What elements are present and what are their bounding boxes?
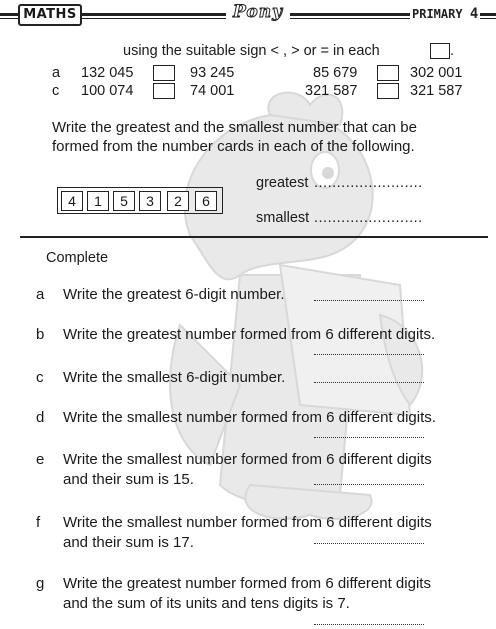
sign-answer-box[interactable] bbox=[153, 83, 175, 99]
row-label: c bbox=[52, 83, 60, 99]
number-card: 1 bbox=[87, 191, 109, 211]
item-question-line2: and their sum is 17. bbox=[63, 534, 194, 551]
compare-right-value: 302 001 bbox=[410, 65, 463, 81]
item-label: f bbox=[36, 514, 41, 531]
item-question: Write the smallest number formed from 6 different digits. bbox=[63, 409, 436, 426]
compare-instruction: using the suitable sign < , > or = in each bbox=[123, 43, 380, 59]
answer-line[interactable] bbox=[314, 353, 424, 355]
subject-tab: MATHS bbox=[18, 4, 82, 26]
sign-answer-box[interactable] bbox=[153, 65, 175, 81]
number-card: 5 bbox=[113, 191, 135, 211]
number-card: 2 bbox=[167, 191, 189, 211]
sign-answer-box[interactable] bbox=[377, 65, 399, 81]
compare-left-value: 85 679 bbox=[313, 65, 358, 81]
answer-line[interactable] bbox=[314, 542, 424, 544]
answer-line[interactable] bbox=[314, 381, 424, 383]
level-badge bbox=[410, 5, 480, 23]
answer-line[interactable] bbox=[314, 483, 424, 485]
item-question: Write the greatest number formed from 6 different digits. bbox=[63, 326, 436, 343]
item-question: Write the smallest number formed from 6 different digits bbox=[63, 451, 432, 468]
item-question: Write the smallest 6-digit number. bbox=[63, 369, 286, 386]
item-label: c bbox=[36, 369, 44, 386]
compare-left-value: 132 045 bbox=[81, 65, 134, 81]
level-number: 4 bbox=[469, 6, 479, 22]
pony-logo: Pony bbox=[233, 2, 283, 22]
answer-line[interactable] bbox=[314, 299, 424, 301]
cards-instruction-line2: formed from the number cards in each of the following. bbox=[52, 138, 415, 155]
item-question: Write the smallest number formed from 6 different digits bbox=[63, 514, 432, 531]
item-label: g bbox=[36, 575, 45, 592]
smallest-label: smallest bbox=[256, 210, 310, 226]
item-question: Write the greatest 6-digit number. bbox=[63, 286, 285, 303]
compare-left-value: 100 074 bbox=[81, 83, 134, 99]
answer-line[interactable] bbox=[314, 623, 424, 625]
compare-right-value: 74 001 bbox=[190, 83, 235, 99]
section-divider bbox=[20, 236, 488, 238]
smallest-answer-line[interactable]: ........................ bbox=[314, 210, 423, 226]
complete-heading: Complete bbox=[46, 250, 109, 266]
compare-right-value: 93 245 bbox=[190, 65, 235, 81]
row-label: a bbox=[52, 65, 61, 81]
level-word: PRIMARY bbox=[412, 7, 463, 21]
compare-left-value: 321 587 bbox=[305, 83, 358, 99]
item-label: d bbox=[36, 409, 45, 426]
number-card: 4 bbox=[61, 191, 83, 211]
item-label: e bbox=[36, 451, 45, 468]
number-card: 3 bbox=[139, 191, 161, 211]
item-label: b bbox=[36, 326, 45, 343]
instruction-period: . bbox=[450, 43, 455, 59]
greatest-answer-line[interactable]: ........................ bbox=[314, 175, 423, 191]
sign-answer-box[interactable] bbox=[377, 83, 399, 99]
answer-line[interactable] bbox=[314, 436, 424, 438]
compare-right-value: 321 587 bbox=[410, 83, 463, 99]
item-question-line2: and the sum of its units and tens digits is 7. bbox=[63, 595, 350, 612]
item-question-line2: and their sum is 15. bbox=[63, 471, 194, 488]
number-card: 6 bbox=[195, 191, 217, 211]
sign-box-example bbox=[430, 43, 450, 59]
greatest-label: greatest bbox=[256, 175, 309, 191]
item-question: Write the greatest number formed from 6 different digits bbox=[63, 575, 431, 592]
cards-instruction-line1: Write the greatest and the smallest number that can be bbox=[52, 119, 417, 136]
item-label: a bbox=[36, 286, 45, 303]
